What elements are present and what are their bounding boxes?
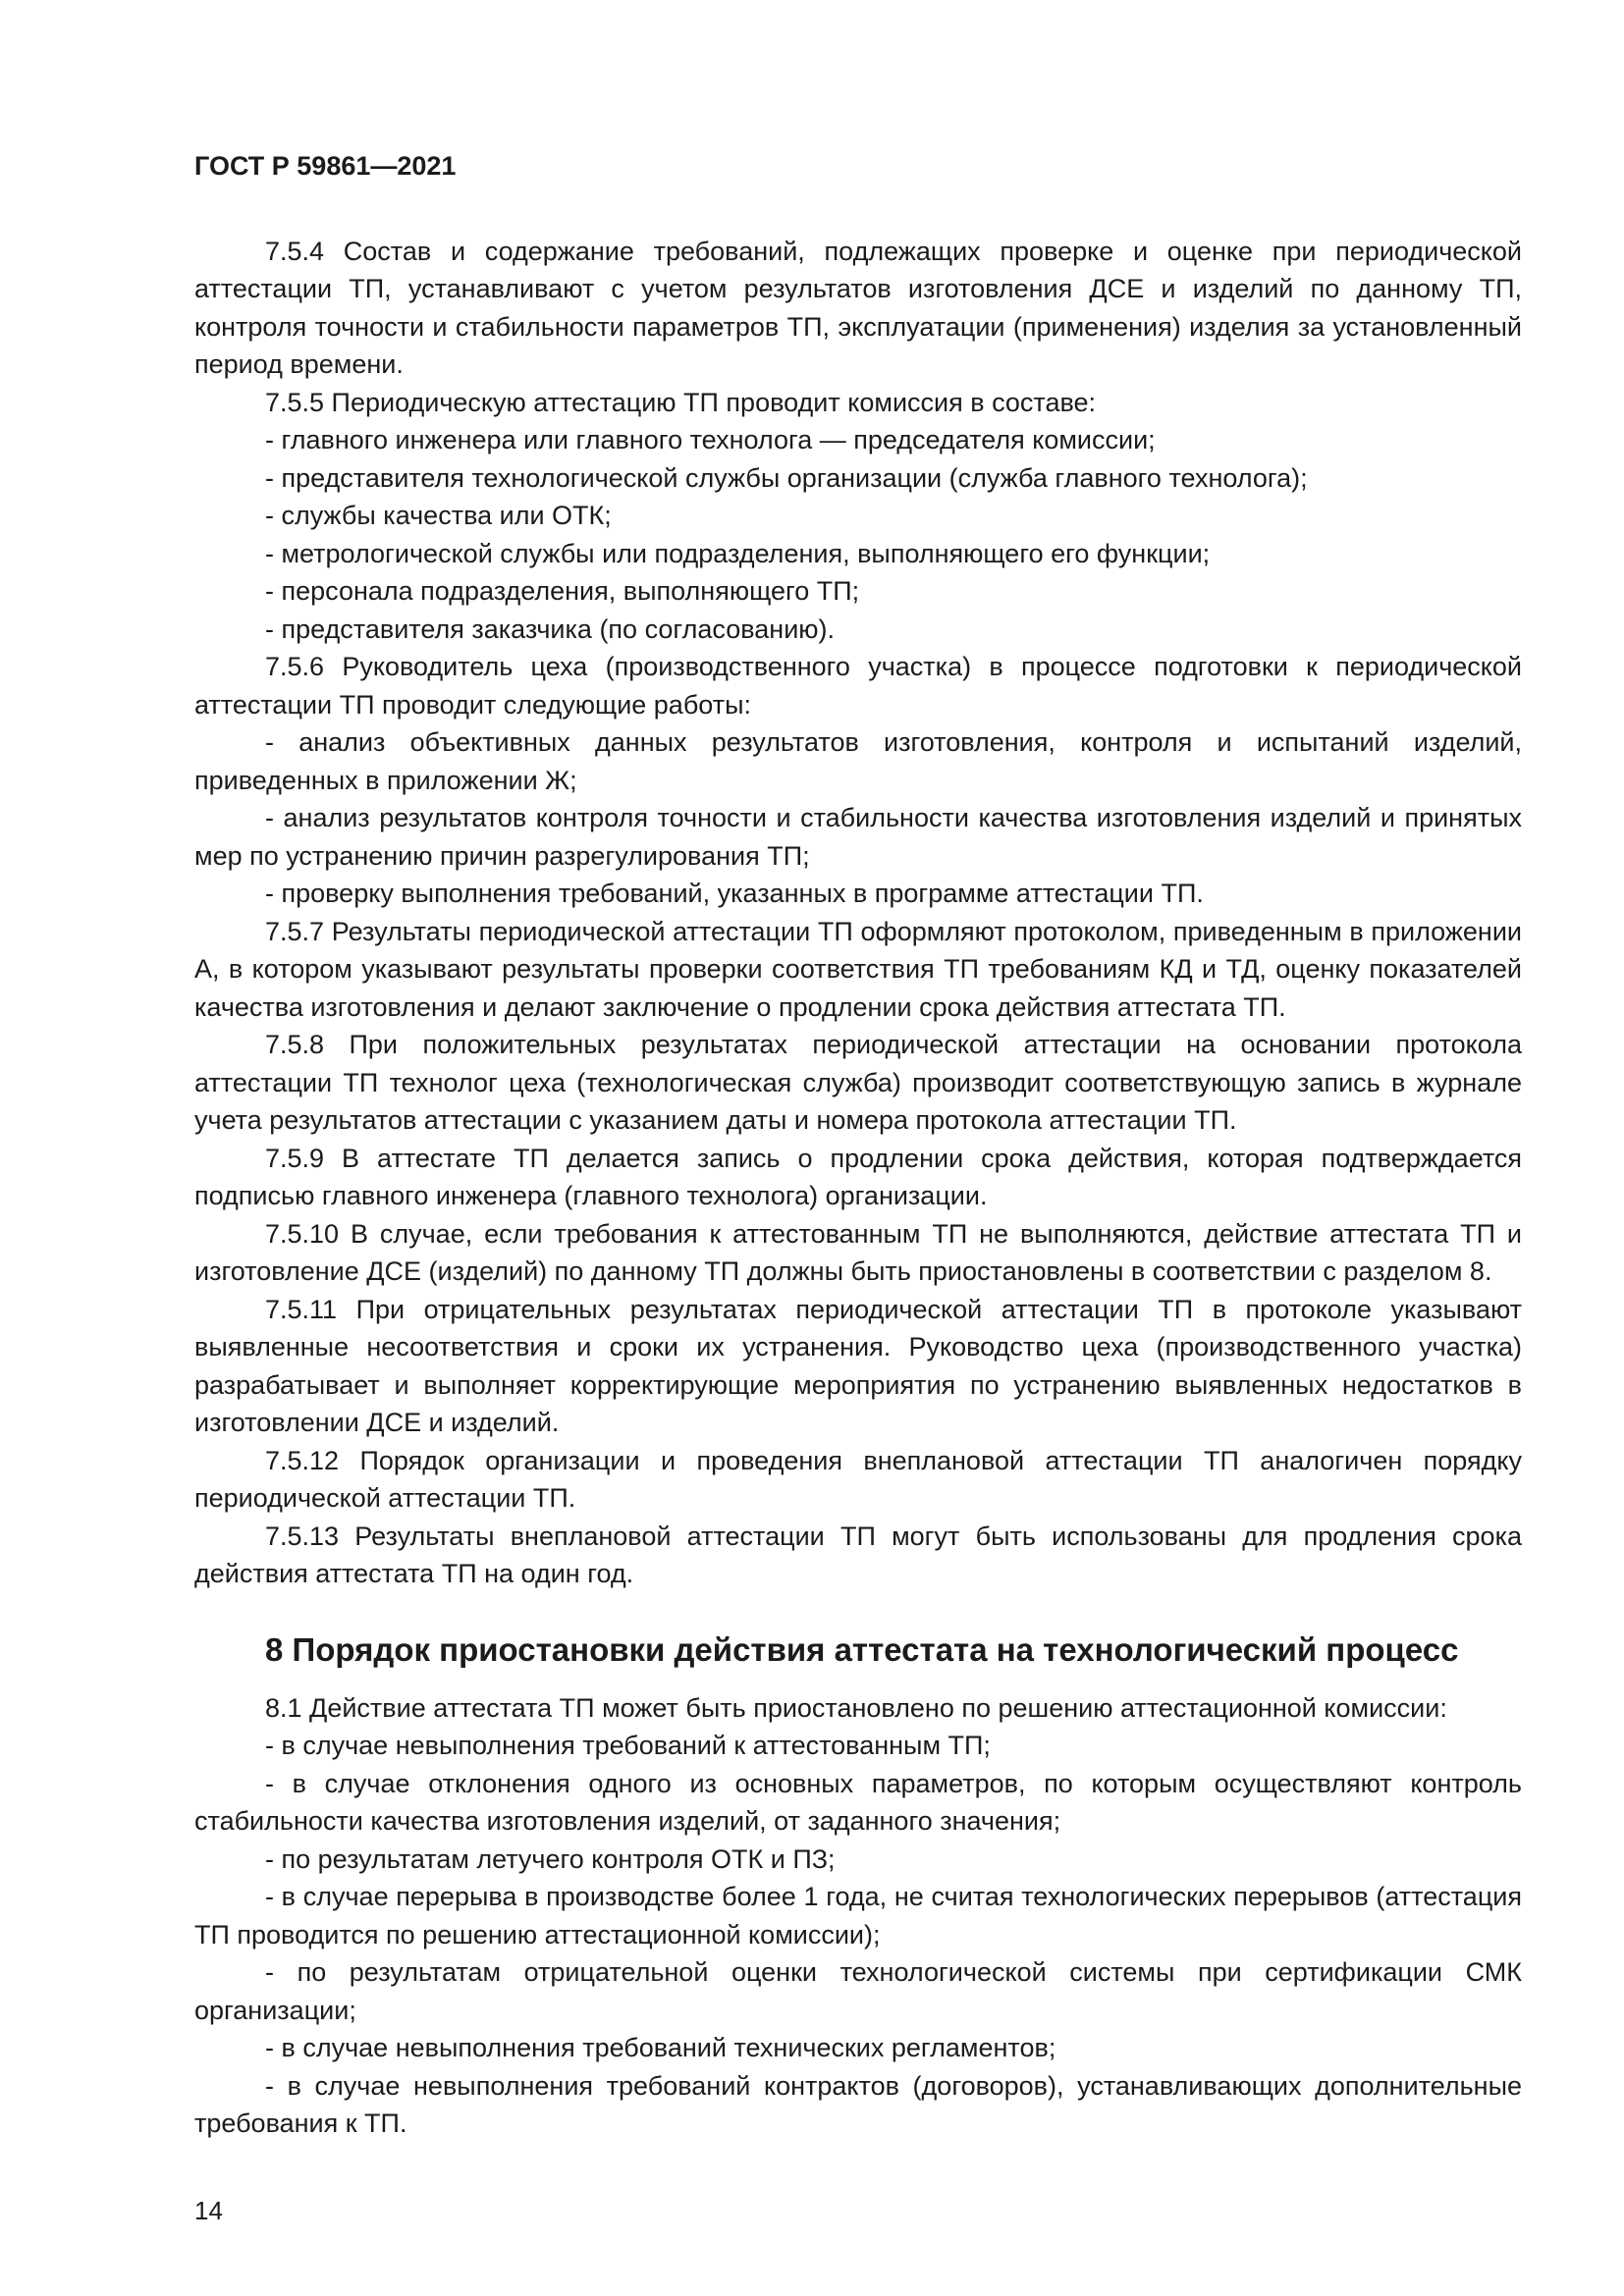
paragraph-7-5-5: 7.5.5 Периодическую аттестацию ТП проводит комиссия в составе: <box>265 387 1097 417</box>
list-item: - в случае перерыва в производстве более 1 года, не считая технологических перерывов (аттестация ТП проводится по решению аттестационной комиссии); <box>194 1882 1522 1949</box>
list-item: - в случае невыполнения требований к аттестованным ТП; <box>265 1731 991 1760</box>
list-item: - в случае невыполнения требований технических регламентов; <box>265 2033 1056 2062</box>
paragraph-7-5-11: 7.5.11 При отрицательных результатах периодической аттестации ТП в протоколе указывают выявленные несоответствия и сроки их устранения. Руководство цеха (производственного участка) разрабатывает и выполняет корректирующие мероприятия по устранению выявленных недостатков в изготовлении ДСЕ и изделий. <box>194 1294 1522 1437</box>
paragraph-7-5-7: 7.5.7 Результаты периодической аттестации ТП оформляют протоколом, приведенным в приложении А, в котором указывают результаты проверки соответствия ТП требованиям КД и ТД, оценку показателей качества изготовления и делают заключение о продлении срока действия аттестата ТП. <box>194 916 1522 1022</box>
list-item: - службы качества или ОТК; <box>265 501 612 530</box>
paragraph-7-5-4: 7.5.4 Состав и содержание требований, подлежащих проверке и оценке при периодической аттестации ТП, устанавливают с учетом результатов изготовления ДСЕ и изделий по данному ТП, контроля точности и стабильности параметров ТП, эксплуатации (применения) изделия за установленный период времени. <box>194 236 1522 379</box>
paragraph-7-5-9: 7.5.9 В аттестате ТП делается запись о продлении срока действия, которая подтверждается подписью главного инженера (главного технолога) организации. <box>194 1143 1522 1210</box>
paragraph-7-5-10: 7.5.10 В случае, если требования к аттестованным ТП не выполняются, действие аттестата ТП и изготовление ДСЕ (изделий) по данному ТП должны быть приостановлены в соответствии с разделом 8. <box>194 1218 1522 1286</box>
list-item: - в случае отклонения одного из основных параметров, по которым осуществляют контроль стабильности качества изготовления изделий, от заданного значения; <box>194 1768 1522 1836</box>
section-8-heading: 8 Порядок приостановки действия аттестата на технологический процесс <box>265 1630 1459 1668</box>
paragraph-7-5-6: 7.5.6 Руководитель цеха (производственного участка) в процессе подготовки к периодической аттестации ТП проводит следующие работы: <box>194 652 1522 720</box>
list-item: - главного инженера или главного технолога — председателя комиссии; <box>265 425 1156 454</box>
page-number: 14 <box>194 2196 223 2225</box>
paragraph-8-1: 8.1 Действие аттестата ТП может быть приостановлено по решению аттестационной комиссии: <box>265 1692 1447 1723</box>
list-item: - персонала подразделения, выполняющего ТП; <box>265 576 860 606</box>
list-item: - анализ результатов контроля точности и стабильности качества изготовления изделий и принятых мер по устранению причин разрегулирования ТП; <box>194 803 1522 871</box>
list-item: - представителя технологической службы организации (служба главного технолога); <box>265 462 1308 493</box>
document-code-header: ГОСТ Р 59861—2021 <box>194 151 457 181</box>
paragraph-7-5-13: 7.5.13 Результаты внеплановой аттестации ТП могут быть использованы для продления срока действия аттестата ТП на один год. <box>194 1521 1522 1588</box>
list-item: - проверку выполнения требований, указанных в программе аттестации ТП. <box>265 879 1204 908</box>
list-item: - по результатам летучего контроля ОТК и ПЗ; <box>265 1843 836 1874</box>
list-item: - по результатам отрицательной оценки технологической системы при сертификации СМК организации; <box>194 1957 1522 2025</box>
paragraph-7-5-12: 7.5.12 Порядок организации и проведения внеплановой аттестации ТП аналогичен порядку периодической аттестации ТП. <box>194 1445 1522 1513</box>
list-item: - в случае невыполнения требований контрактов (договоров), устанавливающих дополнительные требования к ТП. <box>194 2070 1522 2138</box>
list-item: - метрологической службы или подразделения, выполняющего его функции; <box>265 538 1211 568</box>
paragraph-7-5-8: 7.5.8 При положительных результатах периодической аттестации на основании протокола аттестации ТП технолог цеха (технологическая служба) производит соответствующую запись в журнале учета результатов аттестации с указанием даты и номера протокола аттестации ТП. <box>194 1030 1522 1135</box>
list-item: - представителя заказчика (по согласованию). <box>265 614 836 644</box>
document-page <box>194 147 1522 2143</box>
list-item: - анализ объективных данных результатов изготовления, контроля и испытаний изделий, приведенных в приложении Ж; <box>194 727 1522 795</box>
